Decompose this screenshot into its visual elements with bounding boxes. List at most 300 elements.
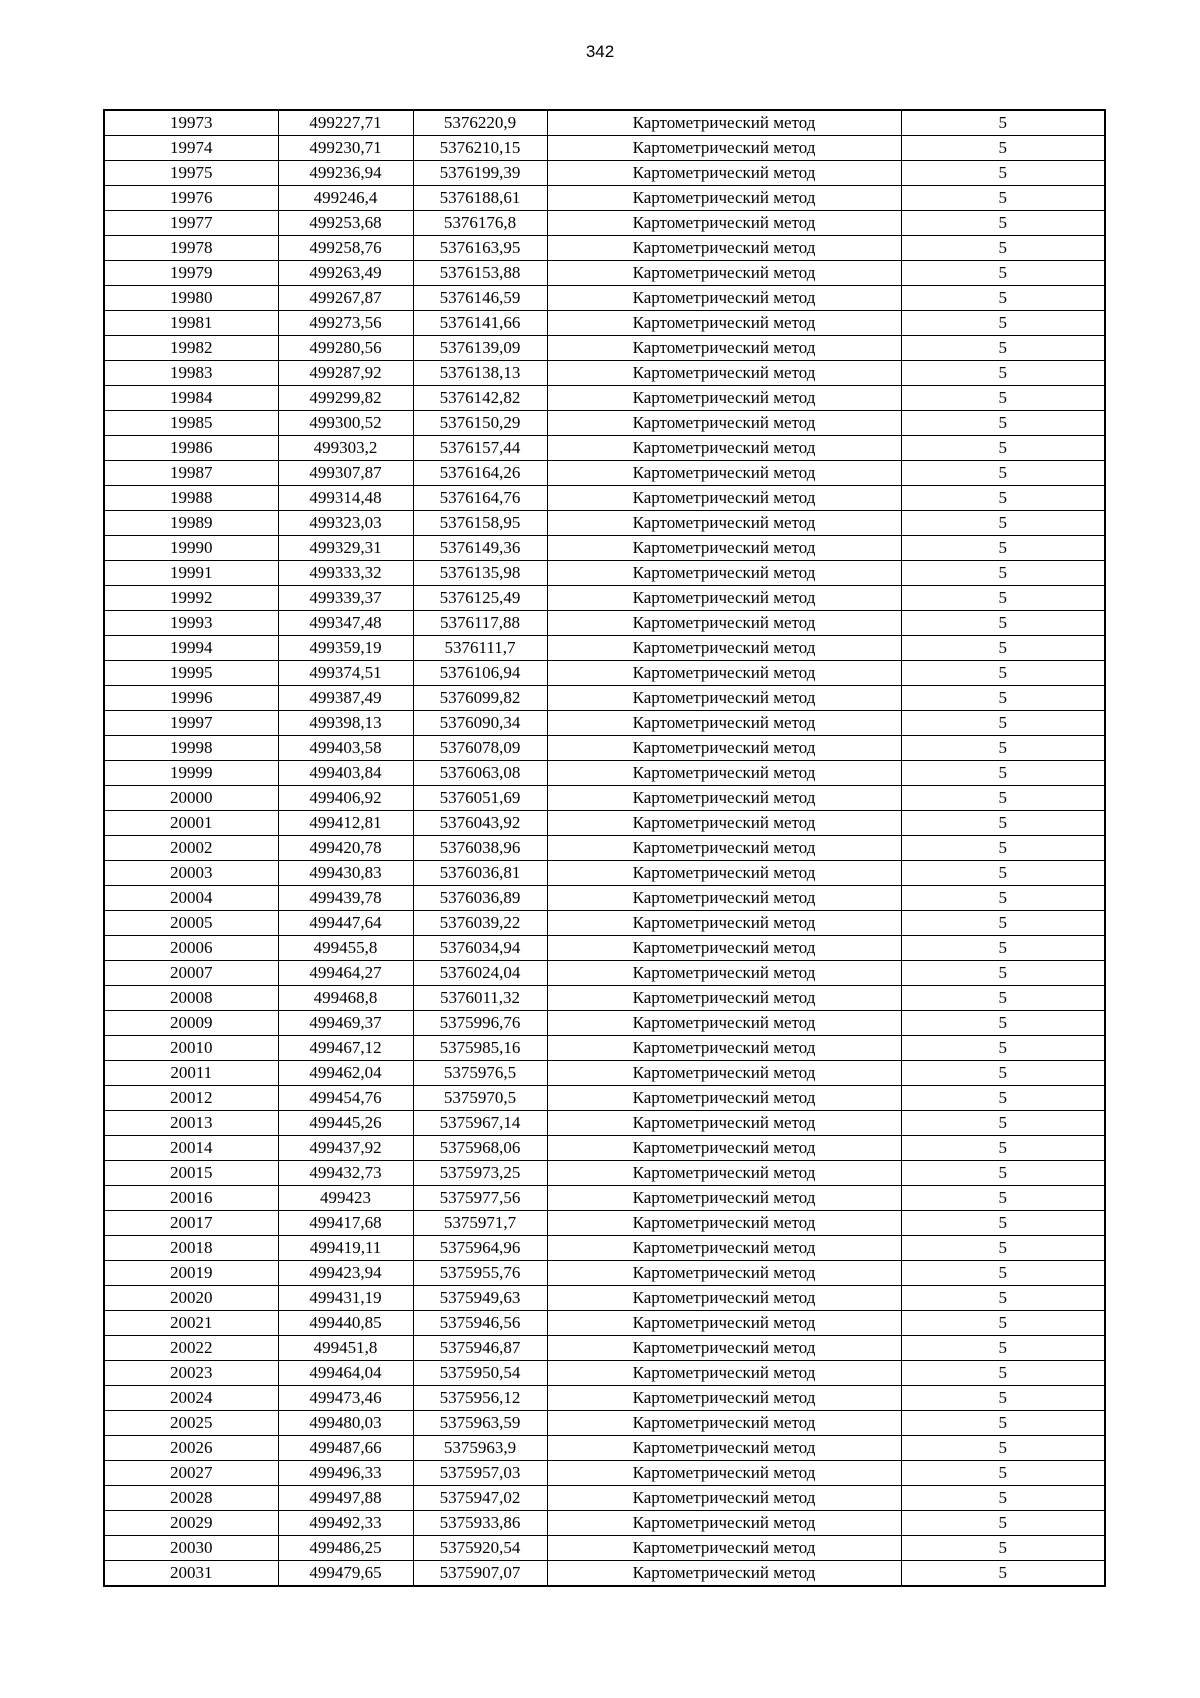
table-row <box>104 1511 1105 1536</box>
table-row <box>104 1561 1105 1587</box>
x-coordinate-cell: 499307,87 <box>278 461 413 486</box>
y-coordinate-cell: 5376210,15 <box>413 136 547 161</box>
table-row <box>104 861 1105 886</box>
point-number-cell: 19989 <box>104 511 278 536</box>
y-coordinate-cell: 5375956,12 <box>413 1386 547 1411</box>
y-coordinate-cell: 5375964,96 <box>413 1236 547 1261</box>
y-coordinate-cell: 5375971,7 <box>413 1211 547 1236</box>
point-number-cell: 20014 <box>104 1136 278 1161</box>
table-row <box>104 110 1105 136</box>
x-coordinate-cell: 499445,26 <box>278 1111 413 1136</box>
x-coordinate-cell: 499487,66 <box>278 1436 413 1461</box>
table-row <box>104 711 1105 736</box>
x-coordinate-cell: 499406,92 <box>278 786 413 811</box>
x-coordinate-cell: 499423 <box>278 1186 413 1211</box>
table-row <box>104 661 1105 686</box>
x-coordinate-cell: 499455,8 <box>278 936 413 961</box>
method-cell: Картометрический метод <box>547 1011 901 1036</box>
method-cell: Картометрический метод <box>547 911 901 936</box>
x-coordinate-cell: 499447,64 <box>278 911 413 936</box>
y-coordinate-cell: 5376146,59 <box>413 286 547 311</box>
table-row <box>104 311 1105 336</box>
method-cell: Картометрический метод <box>547 736 901 761</box>
x-coordinate-cell: 499440,85 <box>278 1311 413 1336</box>
x-coordinate-cell: 499403,58 <box>278 736 413 761</box>
accuracy-cell: 5 <box>901 1086 1105 1111</box>
y-coordinate-cell: 5376063,08 <box>413 761 547 786</box>
y-coordinate-cell: 5375907,07 <box>413 1561 547 1587</box>
point-number-cell: 19999 <box>104 761 278 786</box>
point-number-cell: 20027 <box>104 1461 278 1486</box>
x-coordinate-cell: 499451,8 <box>278 1336 413 1361</box>
method-cell: Картометрический метод <box>547 1186 901 1211</box>
accuracy-cell: 5 <box>901 286 1105 311</box>
y-coordinate-cell: 5376163,95 <box>413 236 547 261</box>
point-number-cell: 19994 <box>104 636 278 661</box>
accuracy-cell: 5 <box>901 1486 1105 1511</box>
point-number-cell: 20011 <box>104 1061 278 1086</box>
point-number-cell: 19979 <box>104 261 278 286</box>
point-number-cell: 20018 <box>104 1236 278 1261</box>
method-cell: Картометрический метод <box>547 961 901 986</box>
point-number-cell: 20007 <box>104 961 278 986</box>
y-coordinate-cell: 5375955,76 <box>413 1261 547 1286</box>
y-coordinate-cell: 5375949,63 <box>413 1286 547 1311</box>
y-coordinate-cell: 5376157,44 <box>413 436 547 461</box>
point-number-cell: 19992 <box>104 586 278 611</box>
method-cell: Картометрический метод <box>547 1061 901 1086</box>
y-coordinate-cell: 5375946,87 <box>413 1336 547 1361</box>
accuracy-cell: 5 <box>901 736 1105 761</box>
method-cell: Картометрический метод <box>547 236 901 261</box>
y-coordinate-cell: 5376078,09 <box>413 736 547 761</box>
x-coordinate-cell: 499437,92 <box>278 1136 413 1161</box>
point-number-cell: 20030 <box>104 1536 278 1561</box>
x-coordinate-cell: 499359,19 <box>278 636 413 661</box>
accuracy-cell: 5 <box>901 811 1105 836</box>
table-row <box>104 686 1105 711</box>
x-coordinate-cell: 499419,11 <box>278 1236 413 1261</box>
method-cell: Картометрический метод <box>547 110 901 136</box>
x-coordinate-cell: 499347,48 <box>278 611 413 636</box>
table-row <box>104 211 1105 236</box>
x-coordinate-cell: 499258,76 <box>278 236 413 261</box>
point-number-cell: 19975 <box>104 161 278 186</box>
table-row <box>104 411 1105 436</box>
method-cell: Картометрический метод <box>547 261 901 286</box>
method-cell: Картометрический метод <box>547 1386 901 1411</box>
y-coordinate-cell: 5375968,06 <box>413 1136 547 1161</box>
point-number-cell: 19982 <box>104 336 278 361</box>
method-cell: Картометрический метод <box>547 1336 901 1361</box>
table-row <box>104 436 1105 461</box>
accuracy-cell: 5 <box>901 1561 1105 1587</box>
accuracy-cell: 5 <box>901 1186 1105 1211</box>
x-coordinate-cell: 499454,76 <box>278 1086 413 1111</box>
y-coordinate-cell: 5375970,5 <box>413 1086 547 1111</box>
y-coordinate-cell: 5376125,49 <box>413 586 547 611</box>
accuracy-cell: 5 <box>901 1236 1105 1261</box>
table-row <box>104 761 1105 786</box>
accuracy-cell: 5 <box>901 1261 1105 1286</box>
table-row <box>104 1211 1105 1236</box>
point-number-cell: 20003 <box>104 861 278 886</box>
x-coordinate-cell: 499479,65 <box>278 1561 413 1587</box>
table-row <box>104 611 1105 636</box>
point-number-cell: 20006 <box>104 936 278 961</box>
accuracy-cell: 5 <box>901 961 1105 986</box>
method-cell: Картометрический метод <box>547 786 901 811</box>
point-number-cell: 20010 <box>104 1036 278 1061</box>
table-row <box>104 1011 1105 1036</box>
table-row <box>104 636 1105 661</box>
point-number-cell: 20001 <box>104 811 278 836</box>
table-row <box>104 811 1105 836</box>
table-row <box>104 1311 1105 1336</box>
method-cell: Картометрический метод <box>547 1561 901 1587</box>
x-coordinate-cell: 499423,94 <box>278 1261 413 1286</box>
x-coordinate-cell: 499314,48 <box>278 486 413 511</box>
y-coordinate-cell: 5376039,22 <box>413 911 547 936</box>
method-cell: Картометрический метод <box>547 486 901 511</box>
table-row <box>104 986 1105 1011</box>
accuracy-cell: 5 <box>901 911 1105 936</box>
y-coordinate-cell: 5376051,69 <box>413 786 547 811</box>
point-number-cell: 20022 <box>104 1336 278 1361</box>
x-coordinate-cell: 499300,52 <box>278 411 413 436</box>
table-row <box>104 1161 1105 1186</box>
point-number-cell: 19997 <box>104 711 278 736</box>
x-coordinate-cell: 499303,2 <box>278 436 413 461</box>
table-row <box>104 1461 1105 1486</box>
accuracy-cell: 5 <box>901 861 1105 886</box>
accuracy-cell: 5 <box>901 1461 1105 1486</box>
point-number-cell: 19993 <box>104 611 278 636</box>
table-row <box>104 1236 1105 1261</box>
point-number-cell: 20002 <box>104 836 278 861</box>
y-coordinate-cell: 5376090,34 <box>413 711 547 736</box>
table-row <box>104 1436 1105 1461</box>
point-number-cell: 20026 <box>104 1436 278 1461</box>
y-coordinate-cell: 5376036,81 <box>413 861 547 886</box>
table-row <box>104 1186 1105 1211</box>
point-number-cell: 20029 <box>104 1511 278 1536</box>
method-cell: Картометрический метод <box>547 636 901 661</box>
x-coordinate-cell: 499299,82 <box>278 386 413 411</box>
point-number-cell: 19978 <box>104 236 278 261</box>
method-cell: Картометрический метод <box>547 586 901 611</box>
x-coordinate-cell: 499439,78 <box>278 886 413 911</box>
y-coordinate-cell: 5376011,32 <box>413 986 547 1011</box>
table-row <box>104 1086 1105 1111</box>
table-row <box>104 1361 1105 1386</box>
method-cell: Картометрический метод <box>547 511 901 536</box>
accuracy-cell: 5 <box>901 886 1105 911</box>
table-row <box>104 1036 1105 1061</box>
accuracy-cell: 5 <box>901 236 1105 261</box>
accuracy-cell: 5 <box>901 386 1105 411</box>
method-cell: Картометрический метод <box>547 1236 901 1261</box>
accuracy-cell: 5 <box>901 1211 1105 1236</box>
table-row <box>104 561 1105 586</box>
accuracy-cell: 5 <box>901 1311 1105 1336</box>
x-coordinate-cell: 499464,27 <box>278 961 413 986</box>
table-row <box>104 486 1105 511</box>
x-coordinate-cell: 499417,68 <box>278 1211 413 1236</box>
y-coordinate-cell: 5376176,8 <box>413 211 547 236</box>
accuracy-cell: 5 <box>901 986 1105 1011</box>
y-coordinate-cell: 5375957,03 <box>413 1461 547 1486</box>
accuracy-cell: 5 <box>901 511 1105 536</box>
method-cell: Картометрический метод <box>547 1311 901 1336</box>
y-coordinate-cell: 5376153,88 <box>413 261 547 286</box>
x-coordinate-cell: 499467,12 <box>278 1036 413 1061</box>
accuracy-cell: 5 <box>901 936 1105 961</box>
accuracy-cell: 5 <box>901 786 1105 811</box>
accuracy-cell: 5 <box>901 661 1105 686</box>
point-number-cell: 20017 <box>104 1211 278 1236</box>
y-coordinate-cell: 5375976,5 <box>413 1061 547 1086</box>
point-number-cell: 20021 <box>104 1311 278 1336</box>
method-cell: Картометрический метод <box>547 286 901 311</box>
x-coordinate-cell: 499333,32 <box>278 561 413 586</box>
y-coordinate-cell: 5376149,36 <box>413 536 547 561</box>
x-coordinate-cell: 499432,73 <box>278 1161 413 1186</box>
point-number-cell: 19973 <box>104 110 278 136</box>
accuracy-cell: 5 <box>901 636 1105 661</box>
x-coordinate-cell: 499387,49 <box>278 686 413 711</box>
method-cell: Картометрический метод <box>547 1536 901 1561</box>
y-coordinate-cell: 5375963,59 <box>413 1411 547 1436</box>
page-number: 342 <box>585 42 615 61</box>
y-coordinate-cell: 5375950,54 <box>413 1361 547 1386</box>
point-number-cell: 19991 <box>104 561 278 586</box>
accuracy-cell: 5 <box>901 110 1105 136</box>
y-coordinate-cell: 5376099,82 <box>413 686 547 711</box>
method-cell: Картометрический метод <box>547 936 901 961</box>
method-cell: Картометрический метод <box>547 836 901 861</box>
point-number-cell: 20012 <box>104 1086 278 1111</box>
accuracy-cell: 5 <box>901 1061 1105 1086</box>
accuracy-cell: 5 <box>901 536 1105 561</box>
table-row <box>104 361 1105 386</box>
accuracy-cell: 5 <box>901 1336 1105 1361</box>
method-cell: Картометрический метод <box>547 761 901 786</box>
y-coordinate-cell: 5375946,56 <box>413 1311 547 1336</box>
y-coordinate-cell: 5376135,98 <box>413 561 547 586</box>
x-coordinate-cell: 499469,37 <box>278 1011 413 1036</box>
y-coordinate-cell: 5376158,95 <box>413 511 547 536</box>
method-cell: Картометрический метод <box>547 811 901 836</box>
point-number-cell: 19976 <box>104 186 278 211</box>
accuracy-cell: 5 <box>901 1286 1105 1311</box>
x-coordinate-cell: 499280,56 <box>278 336 413 361</box>
point-number-cell: 19981 <box>104 311 278 336</box>
method-cell: Картометрический метод <box>547 1086 901 1111</box>
point-number-cell: 19990 <box>104 536 278 561</box>
x-coordinate-cell: 499253,68 <box>278 211 413 236</box>
table-row <box>104 536 1105 561</box>
point-number-cell: 20005 <box>104 911 278 936</box>
method-cell: Картометрический метод <box>547 1286 901 1311</box>
point-number-cell: 19984 <box>104 386 278 411</box>
y-coordinate-cell: 5376024,04 <box>413 961 547 986</box>
table-row <box>104 961 1105 986</box>
y-coordinate-cell: 5375973,25 <box>413 1161 547 1186</box>
table-row <box>104 786 1105 811</box>
accuracy-cell: 5 <box>901 436 1105 461</box>
method-cell: Картометрический метод <box>547 886 901 911</box>
accuracy-cell: 5 <box>901 461 1105 486</box>
x-coordinate-cell: 499273,56 <box>278 311 413 336</box>
method-cell: Картометрический метод <box>547 1211 901 1236</box>
x-coordinate-cell: 499236,94 <box>278 161 413 186</box>
accuracy-cell: 5 <box>901 1136 1105 1161</box>
accuracy-cell: 5 <box>901 261 1105 286</box>
point-number-cell: 20031 <box>104 1561 278 1587</box>
method-cell: Картометрический метод <box>547 711 901 736</box>
accuracy-cell: 5 <box>901 836 1105 861</box>
point-number-cell: 19986 <box>104 436 278 461</box>
point-number-cell: 19995 <box>104 661 278 686</box>
x-coordinate-cell: 499420,78 <box>278 836 413 861</box>
table-row <box>104 386 1105 411</box>
method-cell: Картометрический метод <box>547 1036 901 1061</box>
method-cell: Картометрический метод <box>547 1486 901 1511</box>
accuracy-cell: 5 <box>901 1436 1105 1461</box>
accuracy-cell: 5 <box>901 1036 1105 1061</box>
accuracy-cell: 5 <box>901 336 1105 361</box>
table-row <box>104 911 1105 936</box>
accuracy-cell: 5 <box>901 611 1105 636</box>
method-cell: Картометрический метод <box>547 1461 901 1486</box>
method-cell: Картометрический метод <box>547 686 901 711</box>
method-cell: Картометрический метод <box>547 161 901 186</box>
method-cell: Картометрический метод <box>547 1361 901 1386</box>
point-number-cell: 20008 <box>104 986 278 1011</box>
method-cell: Картометрический метод <box>547 211 901 236</box>
x-coordinate-cell: 499403,84 <box>278 761 413 786</box>
point-number-cell: 20024 <box>104 1386 278 1411</box>
y-coordinate-cell: 5376036,89 <box>413 886 547 911</box>
table-row <box>104 1136 1105 1161</box>
method-cell: Картометрический метод <box>547 1111 901 1136</box>
y-coordinate-cell: 5376034,94 <box>413 936 547 961</box>
x-coordinate-cell: 499398,13 <box>278 711 413 736</box>
point-number-cell: 19996 <box>104 686 278 711</box>
accuracy-cell: 5 <box>901 1011 1105 1036</box>
point-number-cell: 19983 <box>104 361 278 386</box>
point-number-cell: 19980 <box>104 286 278 311</box>
y-coordinate-cell: 5376043,92 <box>413 811 547 836</box>
y-coordinate-cell: 5375947,02 <box>413 1486 547 1511</box>
x-coordinate-cell: 499492,33 <box>278 1511 413 1536</box>
x-coordinate-cell: 499462,04 <box>278 1061 413 1086</box>
method-cell: Картометрический метод <box>547 1411 901 1436</box>
accuracy-cell: 5 <box>901 561 1105 586</box>
method-cell: Картометрический метод <box>547 1511 901 1536</box>
point-number-cell: 20019 <box>104 1261 278 1286</box>
y-coordinate-cell: 5375967,14 <box>413 1111 547 1136</box>
method-cell: Картометрический метод <box>547 386 901 411</box>
point-number-cell: 20015 <box>104 1161 278 1186</box>
table-row <box>104 586 1105 611</box>
method-cell: Картометрический метод <box>547 661 901 686</box>
y-coordinate-cell: 5376188,61 <box>413 186 547 211</box>
y-coordinate-cell: 5376199,39 <box>413 161 547 186</box>
x-coordinate-cell: 499339,37 <box>278 586 413 611</box>
y-coordinate-cell: 5376164,26 <box>413 461 547 486</box>
method-cell: Картометрический метод <box>547 986 901 1011</box>
accuracy-cell: 5 <box>901 1111 1105 1136</box>
method-cell: Картометрический метод <box>547 461 901 486</box>
method-cell: Картометрический метод <box>547 1436 901 1461</box>
coordinates-table <box>103 109 1106 1587</box>
method-cell: Картометрический метод <box>547 1161 901 1186</box>
accuracy-cell: 5 <box>901 361 1105 386</box>
method-cell: Картометрический метод <box>547 361 901 386</box>
table-row <box>104 186 1105 211</box>
accuracy-cell: 5 <box>901 161 1105 186</box>
accuracy-cell: 5 <box>901 586 1105 611</box>
table-row <box>104 1386 1105 1411</box>
accuracy-cell: 5 <box>901 1411 1105 1436</box>
x-coordinate-cell: 499486,25 <box>278 1536 413 1561</box>
point-number-cell: 20000 <box>104 786 278 811</box>
method-cell: Картометрический метод <box>547 136 901 161</box>
method-cell: Картометрический метод <box>547 861 901 886</box>
x-coordinate-cell: 499374,51 <box>278 661 413 686</box>
table-row <box>104 1536 1105 1561</box>
table-row <box>104 1411 1105 1436</box>
table-row <box>104 886 1105 911</box>
x-coordinate-cell: 499480,03 <box>278 1411 413 1436</box>
method-cell: Картометрический метод <box>547 411 901 436</box>
x-coordinate-cell: 499430,83 <box>278 861 413 886</box>
y-coordinate-cell: 5376111,7 <box>413 636 547 661</box>
y-coordinate-cell: 5376150,29 <box>413 411 547 436</box>
point-number-cell: 20028 <box>104 1486 278 1511</box>
x-coordinate-cell: 499246,4 <box>278 186 413 211</box>
table-row <box>104 336 1105 361</box>
accuracy-cell: 5 <box>901 1361 1105 1386</box>
x-coordinate-cell: 499431,19 <box>278 1286 413 1311</box>
accuracy-cell: 5 <box>901 311 1105 336</box>
table-row <box>104 161 1105 186</box>
point-number-cell: 19998 <box>104 736 278 761</box>
point-number-cell: 19988 <box>104 486 278 511</box>
x-coordinate-cell: 499267,87 <box>278 286 413 311</box>
table-row <box>104 1486 1105 1511</box>
y-coordinate-cell: 5376138,13 <box>413 361 547 386</box>
method-cell: Картометрический метод <box>547 336 901 361</box>
method-cell: Картометрический метод <box>547 311 901 336</box>
accuracy-cell: 5 <box>901 136 1105 161</box>
table-row <box>104 736 1105 761</box>
x-coordinate-cell: 499329,31 <box>278 536 413 561</box>
x-coordinate-cell: 499473,46 <box>278 1386 413 1411</box>
point-number-cell: 20020 <box>104 1286 278 1311</box>
method-cell: Картометрический метод <box>547 1136 901 1161</box>
accuracy-cell: 5 <box>901 1161 1105 1186</box>
x-coordinate-cell: 499497,88 <box>278 1486 413 1511</box>
point-number-cell: 19987 <box>104 461 278 486</box>
method-cell: Картометрический метод <box>547 561 901 586</box>
table-row <box>104 836 1105 861</box>
x-coordinate-cell: 499468,8 <box>278 986 413 1011</box>
table-row <box>104 936 1105 961</box>
accuracy-cell: 5 <box>901 686 1105 711</box>
